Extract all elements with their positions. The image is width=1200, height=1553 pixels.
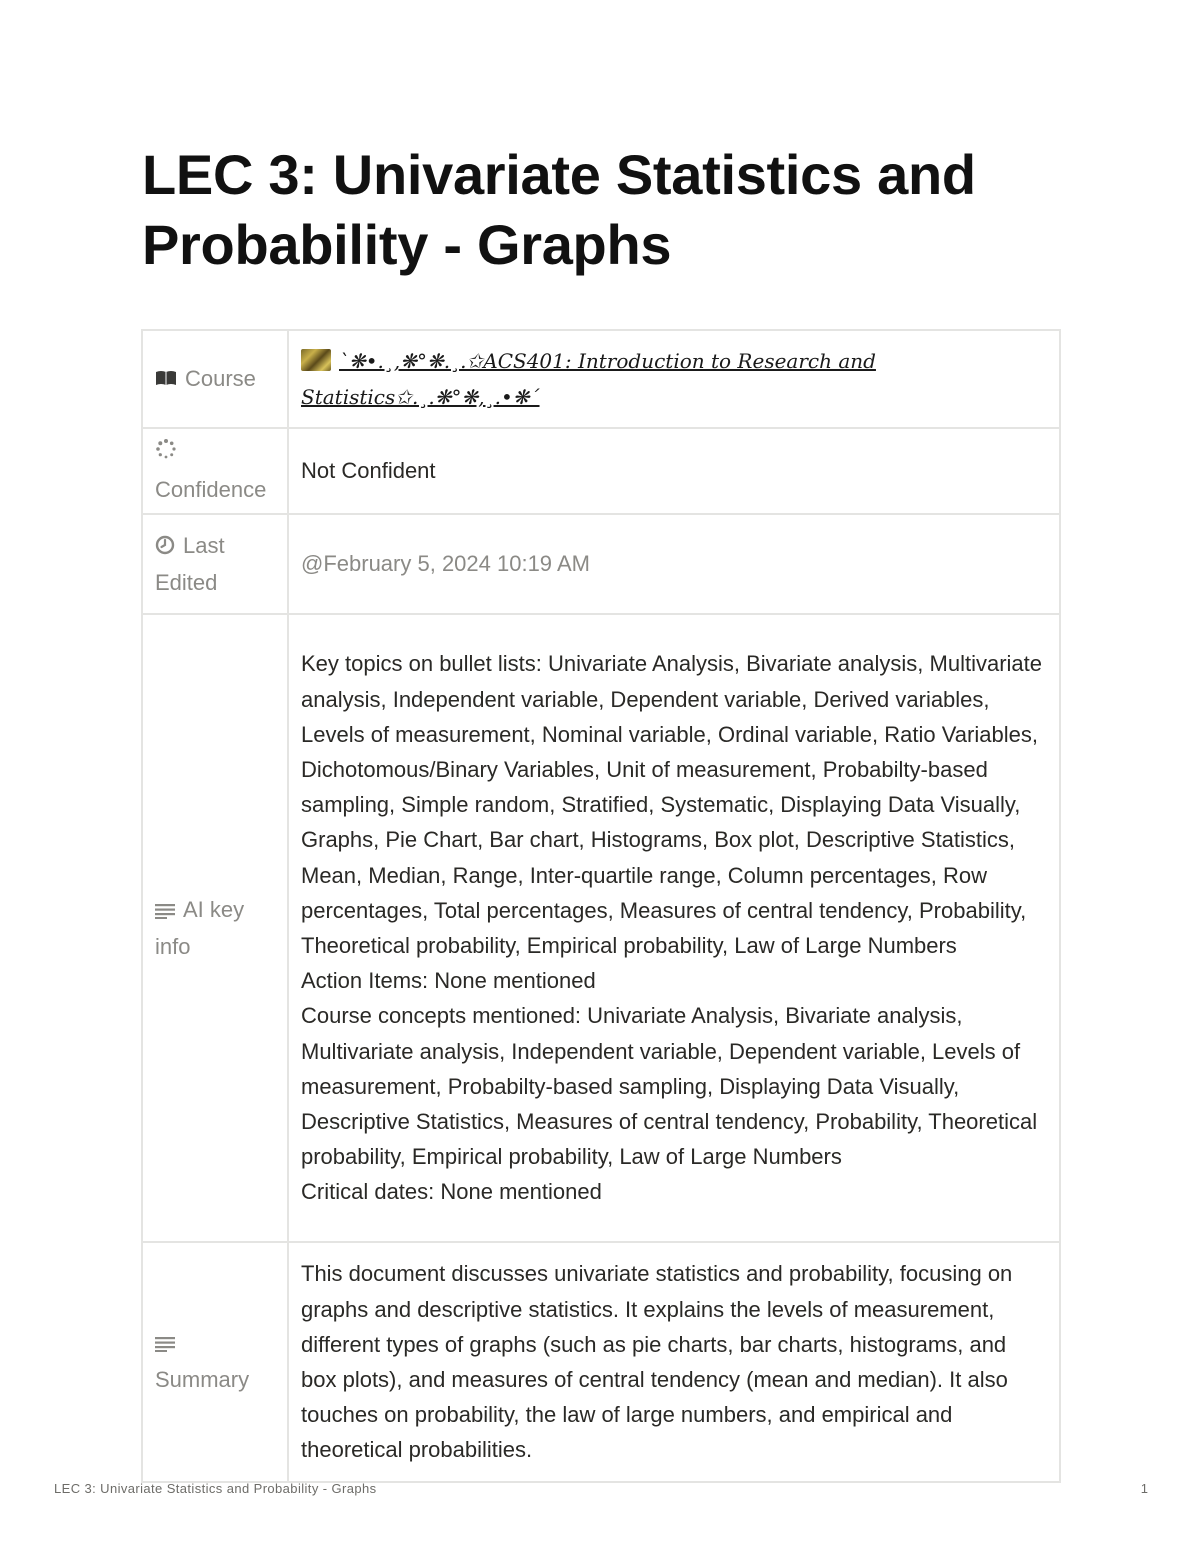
critical-dates-text: Critical dates: None mentioned xyxy=(301,1179,602,1205)
property-label-cell xyxy=(142,514,288,614)
property-value-cell[interactable] xyxy=(288,1242,1060,1482)
summary-label: Summary xyxy=(155,1367,250,1392)
property-label-cell xyxy=(142,1242,288,1482)
ai-key-info-label: AI key info xyxy=(155,897,245,959)
key-topics-text: Key topics on bullet lists: Univariate Analysis, Bivariate analysis, Multivariate analysis, Independent variable, Dependent variable, Derived variables, Levels of measurement, Nominal variable, Ordinal variable, Ratio Variables, Dichotomous/Binary Variables, Unit of measurement, Probabilty-based sampling, Simple random, Stratified, Systematic, Displaying Data Visually, Graphs, Pie Chart, Bar chart, Histograms, Box plot, Descriptive Statistics, Mean, Median, Range, Inter-quartile range, Column percentages, Row percentages, Total percentages, Measures of central tendency, Probability, Theoretical probability, Empirical probability, Law of Large Numbers xyxy=(301,651,1042,958)
summary-text: This document discusses univariate statistics and probability, focusing on graphs and descriptive statistics. It explains the levels of measurement, different types of graphs (such as pie charts, bar charts, histograms, and box plots), and measures of central tendency (mean and median). It also touches on probability, the law of large numbers, and empirical and theoretical probabilities. xyxy=(301,1261,1013,1463)
property-label-cell xyxy=(142,614,288,1242)
property-row-summary xyxy=(142,1242,1060,1482)
loading-spinner-icon xyxy=(155,435,267,470)
property-row-course xyxy=(142,330,1060,428)
clock-icon xyxy=(155,530,175,565)
property-row-ai-key-info xyxy=(142,614,1060,1242)
course-emoji-icon xyxy=(301,349,331,371)
last-edited-label: Last Edited xyxy=(155,533,225,595)
text-lines-icon xyxy=(155,894,175,929)
page-title: LEC 3: Univariate Statistics and Probability - Graphs xyxy=(142,143,976,276)
course-concepts-text: Course concepts mentioned: Univariate Analysis, Bivariate analysis, Multivariate analysis, Independent variable, Dependent variable, Levels of measurement, Probabilty-based sampling, Displaying Data Visually, Descriptive Statistics, Measures of central tendency, Probability, Theoretical probability, Empirical probability, Law of Large Numbers xyxy=(301,1003,1038,1170)
last-edited-value: @February 5, 2024 10:19 AM xyxy=(301,551,590,577)
property-value-cell[interactable] xyxy=(288,614,1060,1242)
property-label-cell xyxy=(142,330,288,428)
property-row-last-edited xyxy=(142,514,1060,614)
text-lines-icon xyxy=(155,1327,267,1362)
confidence-label: Confidence xyxy=(155,477,267,502)
property-value-cell xyxy=(288,428,1060,514)
property-label-cell xyxy=(142,428,288,514)
footer-document-title: LEC 3: Univariate Statistics and Probability - Graphs xyxy=(54,1481,377,1496)
course-link[interactable]: `❋•.¸,❋°❋.¸.✩ACS401: Introduction to Research and Statistics✩.¸.❋°❋,¸.•❋´ xyxy=(301,349,876,409)
action-items-text: Action Items: None mentioned xyxy=(301,968,596,994)
course-label: Course xyxy=(185,365,256,391)
book-icon xyxy=(155,362,177,397)
properties-table xyxy=(141,329,1061,1483)
property-value-cell xyxy=(288,514,1060,614)
property-row-confidence xyxy=(142,428,1060,514)
confidence-value[interactable]: Not Confident xyxy=(301,458,436,484)
footer-page-number: 1 xyxy=(1140,1481,1148,1496)
property-value-cell xyxy=(288,330,1060,428)
